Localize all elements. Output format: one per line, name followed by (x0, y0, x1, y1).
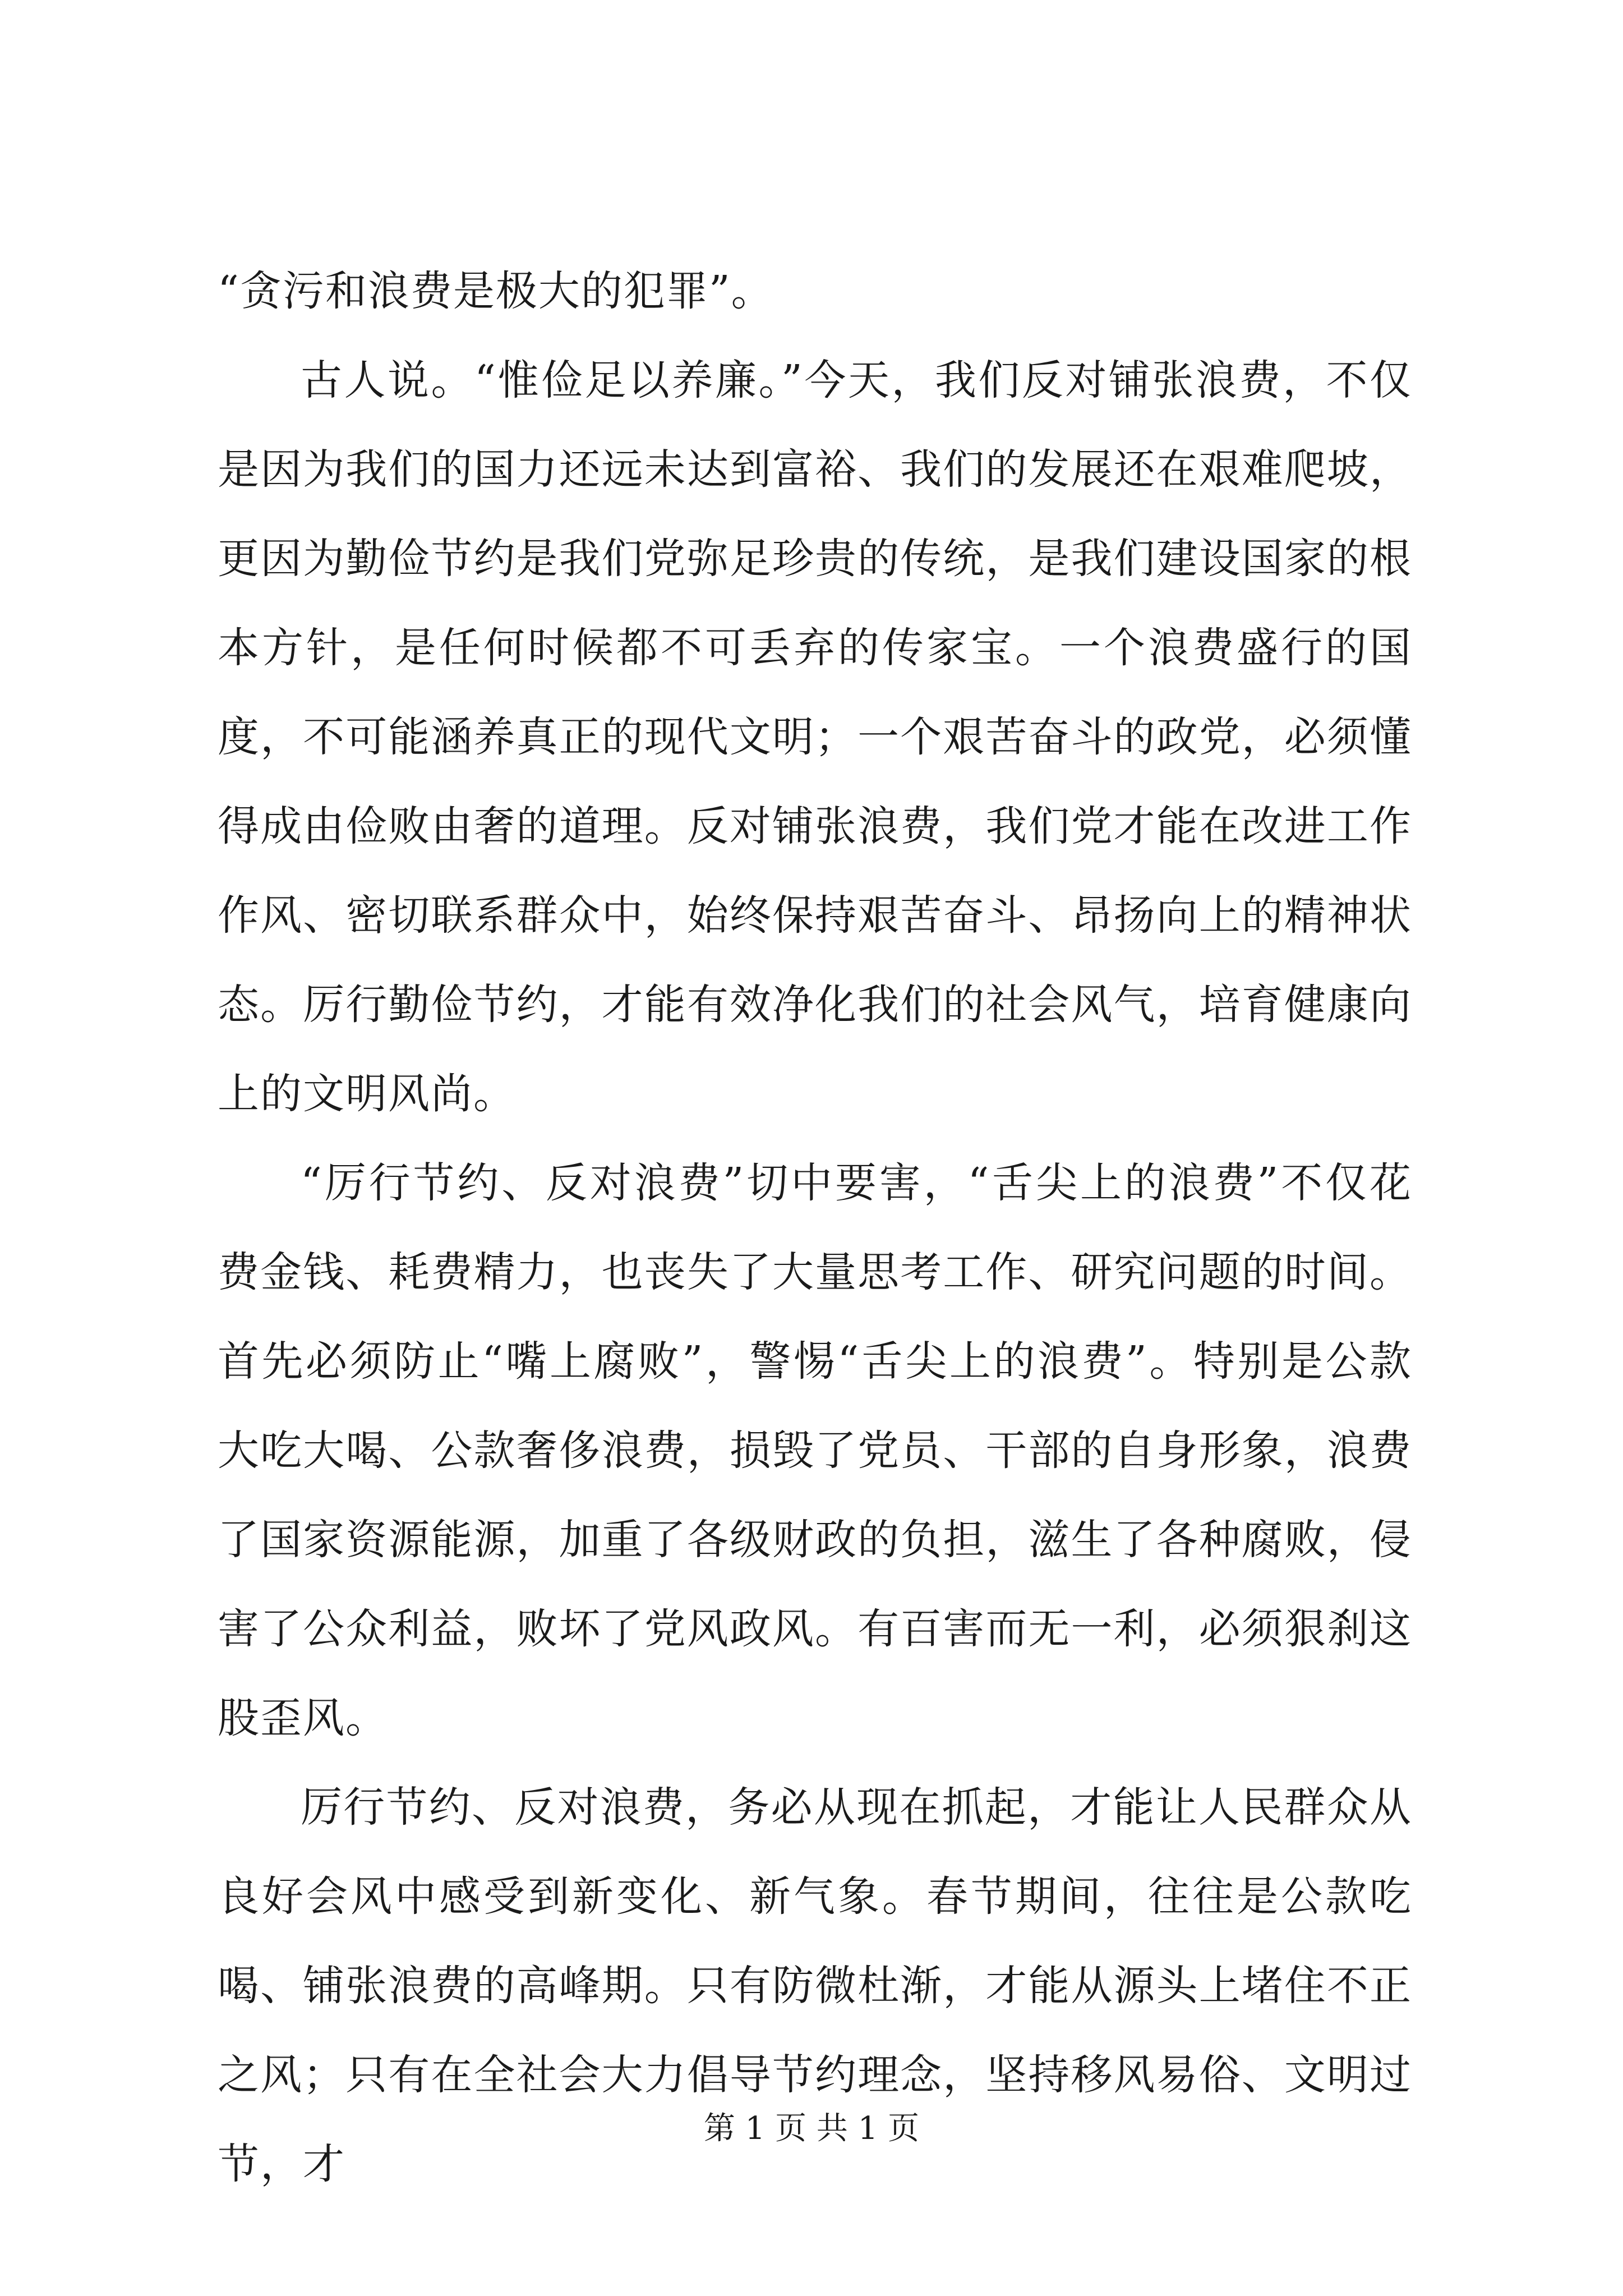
paragraph-1: “贪污和浪费是极大的犯罪”。 (218, 267, 774, 315)
paragraph-4: 厉行节约、反对浪费，务必从现在抓起，才能让人民群众从良好会风中感受到新变化、新气象。春节期间，往往是公款吃喝、铺张浪费的高峰期。只有防微杜渐，才能从源头上堵住不正之风；只有在全社会大力倡导节约理念，坚持移风易俗、文明过节，才 (218, 1783, 1412, 2188)
paragraph-2: 古人说。“惟俭足以养廉。”今天，我们反对铺张浪费，不仅是因为我们的国力还远未达到富裕、我们的发展还在艰难爬坡，更因为勤俭节约是我们党弥足珍贵的传统，是我们建设国家的根本方针，是任何时候都不可丢弃的传家宝。一个浪费盛行的国度，不可能涵养真正的现代文明；一个艰苦奋斗的政党，必须懂得成由俭败由奢的道理。反对铺张浪费，我们党才能在改进工作作风、密切联系群众中，始终保持艰苦奋斗、昂扬向上的精神状态。厉行勤俭节约，才能有效净化我们的社会风气，培育健康向上的文明风尚。 (218, 356, 1412, 1118)
page-footer: 第 1 页 共 1 页 (703, 2110, 920, 2147)
paragraph-3: “厉行节约、反对浪费”切中要害，“舌尖上的浪费”不仅花费金钱、耗费精力，也丧失了大量思考工作、研究问题的时间。首先必须防止“嘴上腐败”，警惕“舌尖上的浪费”。特别是公款大吃大喝、公款奢侈浪费，损毁了党员、干部的自身形象，浪费了国家资源能源，加重了各级财政的负担，滋生了各种腐败，侵害了公众利益，败坏了党风政风。有百害而无一利，必须狠刹这股歪风。 (218, 1159, 1412, 1742)
document-body (218, 247, 1412, 2209)
